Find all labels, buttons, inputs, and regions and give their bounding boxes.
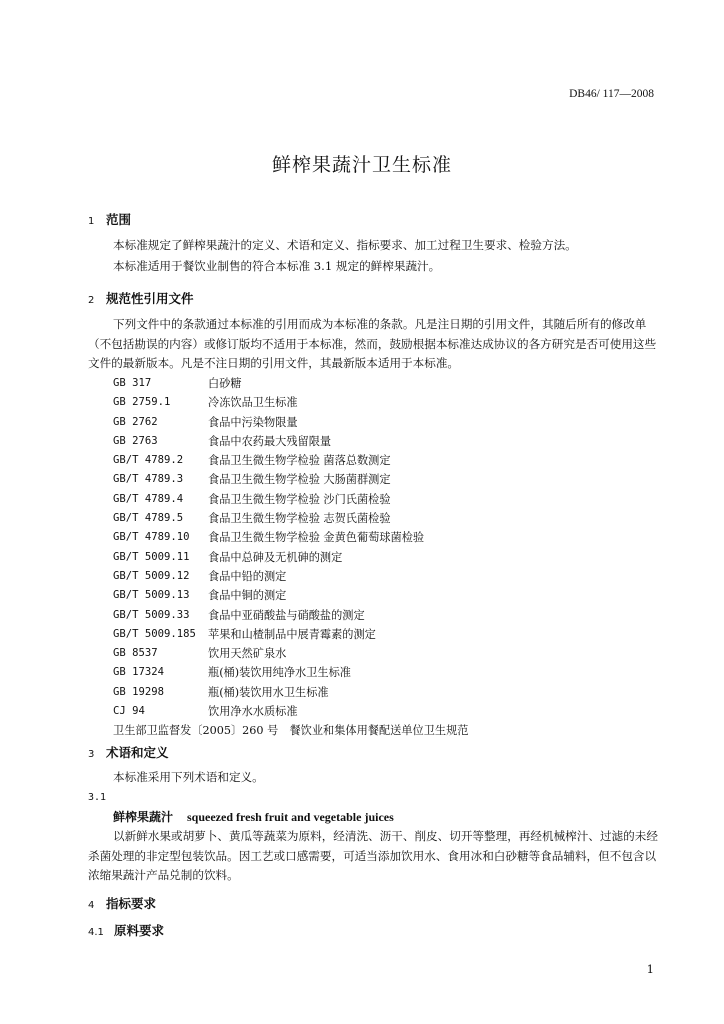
section-title: 规范性引用文件: [106, 291, 194, 306]
term-english: squeezed fresh fruit and vegetable juices: [187, 810, 394, 824]
reference-title: 食品卫生微生物学检验 沙门氏菌检验: [208, 492, 391, 506]
reference-code: GB/T 4789.3: [113, 473, 184, 486]
reference-item: [113, 451, 673, 470]
reference-item: [113, 586, 673, 605]
reference-title: 食品中亚硝酸盐与硝酸盐的测定: [208, 608, 365, 622]
reference-title: 食品卫生微生物学检验 金黄色葡萄球菌检验: [208, 531, 425, 545]
reference-code: GB 8537: [113, 647, 158, 660]
reference-code: GB 2759.1: [113, 396, 171, 409]
reference-title: 苹果和山楂制品中展青霉素的测定: [208, 627, 376, 641]
reference-title: 食品中污染物限量: [208, 415, 298, 429]
reference-code: GB/T 5009.11: [113, 550, 190, 563]
section-number: 2: [88, 295, 95, 306]
reference-code: GB/T 4789.5: [113, 512, 184, 525]
reference-title: 白砂糖: [208, 377, 242, 390]
section-number: 4: [88, 900, 95, 911]
page-title: 鲜榨果蔬汁卫生标准: [271, 154, 452, 176]
reference-title: 食品中铜的测定: [208, 589, 287, 603]
reference-title: 冷冻饮品卫生标准: [208, 396, 298, 410]
reference-title: 瓶(桶)装饮用纯净水卫生标准: [208, 666, 351, 680]
reference-item: [113, 413, 673, 432]
reference-item: [113, 625, 673, 644]
reference-code: GB/T 4789.10: [113, 531, 190, 544]
reference-title: 饮用净水水质标准: [208, 705, 298, 719]
reference-item: [113, 509, 673, 528]
reference-item: [113, 721, 673, 740]
reference-list: [113, 374, 673, 741]
reference-title: 瓶(桶)装饮用水卫生标准: [208, 685, 329, 699]
reference-item: [113, 432, 673, 451]
reference-code: GB/T 5009.13: [113, 589, 190, 602]
reference-code: GB 17324: [113, 666, 165, 679]
section-title: 术语和定义: [106, 745, 169, 760]
reference-item: [113, 548, 673, 567]
section-1-heading: [88, 210, 131, 228]
reference-title: 卫生部卫监督发〔2005〕260 号 餐饮业和集体用餐配送单位卫生规范: [113, 724, 469, 738]
section-number: 3: [88, 749, 95, 760]
document-number: DB46/ 117—2008: [569, 88, 654, 100]
reference-item: [113, 606, 673, 625]
reference-item: [113, 663, 673, 682]
subsection-number: 3.1: [88, 792, 107, 803]
section-title: 指标要求: [106, 896, 157, 911]
reference-item: [113, 528, 673, 547]
reference-code: GB/T 4789.4: [113, 492, 184, 505]
reference-item: [113, 393, 673, 412]
reference-item: [113, 490, 673, 509]
reference-code: GB 2763: [113, 434, 158, 447]
reference-title: 食品卫生微生物学检验 志贺氏菌检验: [208, 512, 391, 526]
term-chinese: 鲜榨果蔬汁: [113, 810, 174, 824]
reference-item: [113, 374, 673, 393]
reference-code: CJ 94: [113, 705, 145, 718]
term-heading: [113, 808, 394, 825]
subsection-4-1-heading: [88, 921, 164, 939]
reference-code: GB/T 5009.185: [113, 627, 196, 640]
reference-code: GB 19298: [113, 685, 165, 698]
section-4-heading: [88, 894, 156, 912]
reference-title: 饮用天然矿泉水: [208, 647, 287, 661]
section-number: 1: [88, 216, 95, 227]
paragraph: 本标准适用于餐饮业制售的符合本标准 3.1 规定的鲜榨果蔬汁。: [113, 259, 441, 273]
reference-item: [113, 702, 673, 721]
reference-title: 食品中总砷及无机砷的测定: [208, 550, 343, 564]
subsection-title: 原料要求: [114, 923, 165, 938]
section-3-heading: [88, 743, 169, 761]
reference-title: 食品卫生微生物学检验 大肠菌群测定: [208, 473, 391, 487]
reference-code: GB 2762: [113, 415, 158, 428]
reference-code: GB/T 5009.33: [113, 608, 190, 621]
subsection-number: 4.1: [88, 927, 104, 938]
reference-item: [113, 644, 673, 663]
reference-item: [113, 683, 673, 702]
reference-title: 食品中铅的测定: [208, 569, 287, 583]
paragraph: 本标准规定了鲜榨果蔬汁的定义、术语和定义、指标要求、加工过程卫生要求、检验方法。: [113, 238, 577, 252]
section-2-heading: [88, 289, 194, 307]
reference-title: 食品卫生微生物学检验 菌落总数测定: [208, 454, 391, 468]
reference-code: GB 317: [113, 377, 152, 389]
reference-code: GB/T 5009.12: [113, 569, 190, 582]
paragraph: 本标准采用下列术语和定义。: [113, 770, 264, 784]
page-number: 1: [646, 962, 654, 976]
reference-title: 食品中农药最大残留限量: [208, 434, 332, 448]
paragraph: 以新鲜水果或胡萝卜、黄瓜等蔬菜为原料，经清洗、沥干、削皮、切开等整理，再经机械榨汁、过滤的未经杀菌处理的非定型包装饮品。因工艺或口感需要，可适当添加饮用水、食用冰和白砂糖等食品辅料，但不包含以浓缩果蔬汁产品兑制的饮料。: [88, 829, 658, 882]
section-title: 范围: [106, 212, 132, 227]
reference-code: GB/T 4789.2: [113, 454, 184, 467]
reference-item: [113, 567, 673, 586]
paragraph: 下列文件中的条款通过本标准的引用而成为本标准的条款。凡是注日期的引用文件，其随后所有的修改单（不包括勘误的内容）或修订版均不适用于本标准，然而，鼓励根据本标准达成协议的各方研究是否可使用这些文件的最新版本。凡是不注日期的引用文件，其最新版本适用于本标准。: [88, 317, 657, 370]
reference-item: [113, 470, 673, 489]
